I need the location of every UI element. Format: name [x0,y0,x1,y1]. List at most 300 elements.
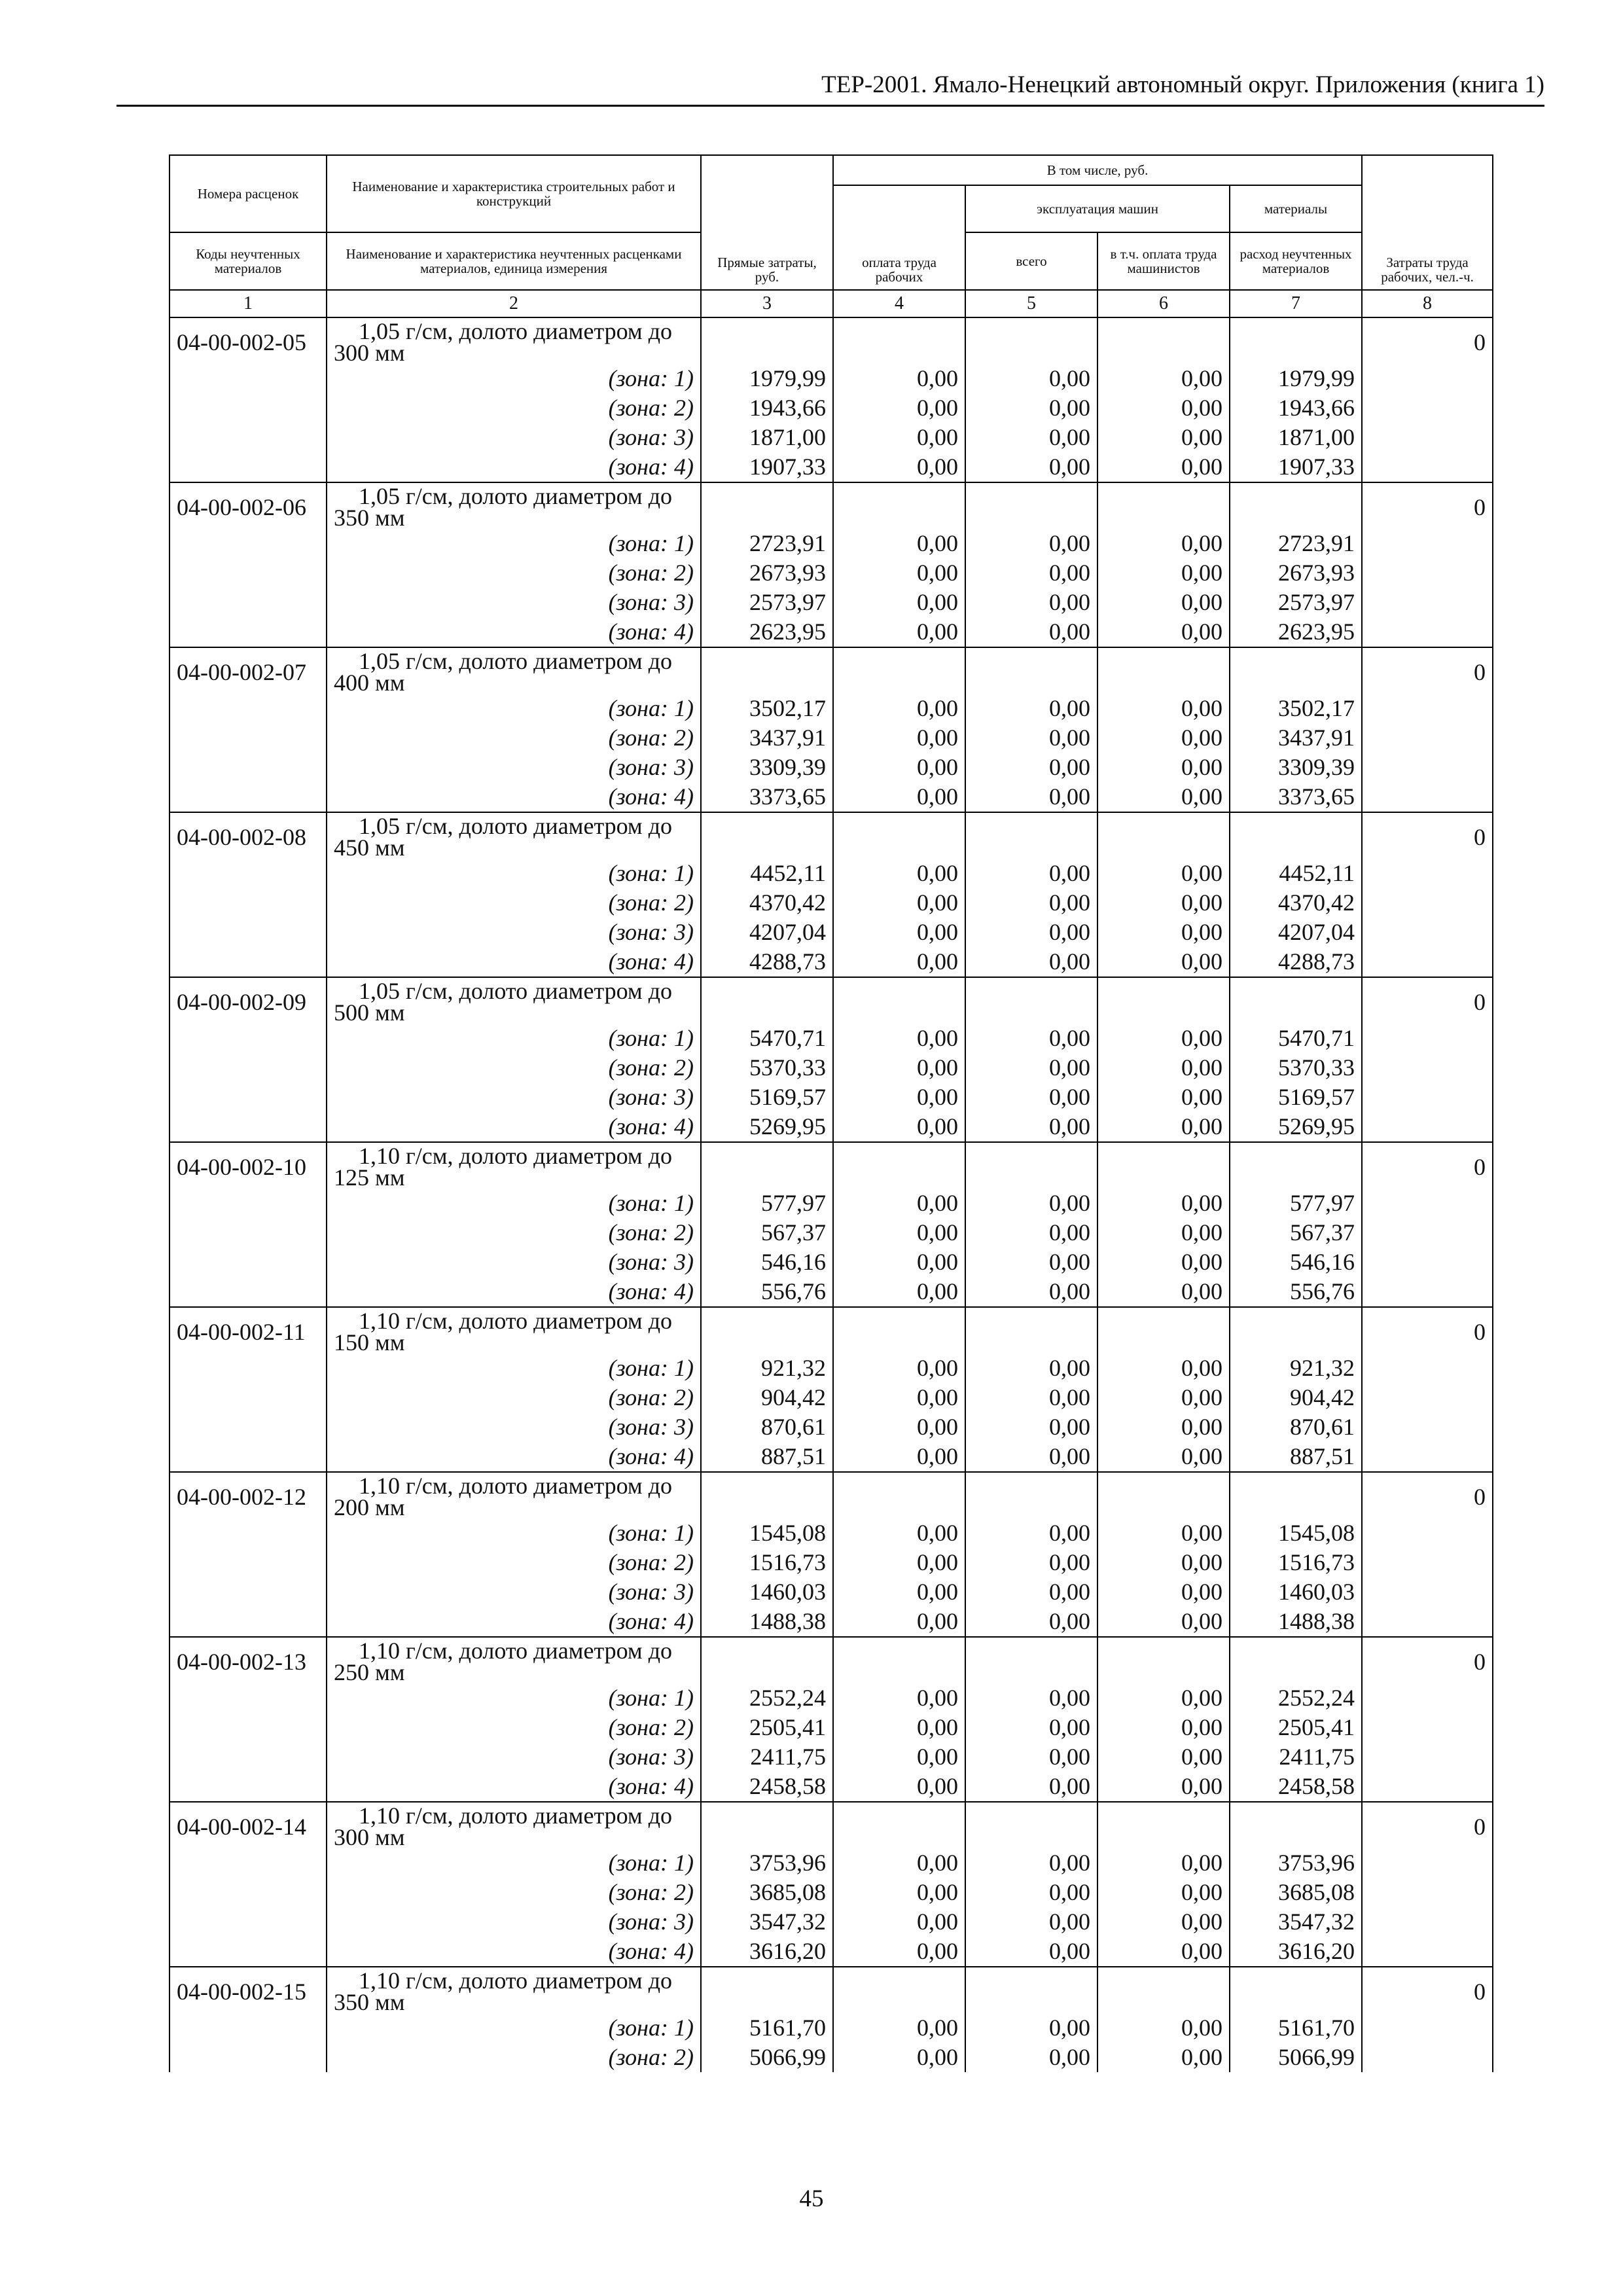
work-description [327,812,701,859]
zone-label: (зона: 2) [327,888,701,918]
materials-value: 1488,38 [1230,1607,1362,1637]
worker-pay-value: 0,00 [833,423,965,452]
machinist-pay-value: 0,00 [1097,1713,1230,1742]
materials-value: 1516,73 [1230,1548,1362,1577]
labor-costs-value: 0 [1362,1142,1493,1189]
table-row [169,393,1493,423]
work-description [327,977,701,1024]
direct-costs-value: 3373,65 [701,782,833,812]
column-number: 5 [965,290,1097,317]
table-row [169,1518,1493,1548]
column-number: 4 [833,290,965,317]
machinist-pay-value: 0,00 [1097,529,1230,558]
machines-total-value: 0,00 [965,423,1097,452]
machinist-pay-value: 0,00 [1097,1277,1230,1307]
direct-costs-value: 3437,91 [701,723,833,753]
table-row [169,859,1493,888]
table-row [169,1472,1493,1518]
table-row [169,1802,1493,1848]
worker-pay-value: 0,00 [833,1848,965,1878]
machinist-pay-value: 0,00 [1097,753,1230,782]
table-row [169,1967,1493,2013]
header-machine-operation: эксплуатация машин [965,185,1230,232]
direct-costs-value: 5269,95 [701,1112,833,1142]
worker-pay-value: 0,00 [833,529,965,558]
worker-pay-value: 0,00 [833,1713,965,1742]
machines-total-value: 0,00 [965,1412,1097,1442]
worker-pay-value: 0,00 [833,588,965,617]
table-row [169,1742,1493,1772]
machines-total-value: 0,00 [965,1442,1097,1472]
machines-total-value: 0,00 [965,694,1097,723]
page-number: 45 [799,2185,824,2212]
worker-pay-value: 0,00 [833,2013,965,2043]
worker-pay-value: 0,00 [833,918,965,947]
direct-costs-value: 5066,99 [701,2043,833,2072]
zone-label: (зона: 4) [327,1607,701,1637]
table-header [169,155,1493,317]
zone-label: (зона: 3) [327,1247,701,1277]
direct-costs-value: 921,32 [701,1354,833,1383]
table-row [169,1548,1493,1577]
machinist-pay-value: 0,00 [1097,1383,1230,1412]
direct-costs-value: 556,76 [701,1277,833,1307]
zone-label: (зона: 4) [327,1772,701,1802]
machines-total-value: 0,00 [965,2043,1097,2072]
machines-total-value: 0,00 [965,1937,1097,1967]
zone-label: (зона: 2) [327,1548,701,1577]
work-description-line: 1,05 г/см, долото диаметром до [359,813,673,839]
table-row [169,588,1493,617]
materials-value: 2573,97 [1230,588,1362,617]
machinist-pay-value: 0,00 [1097,1742,1230,1772]
worker-pay-value: 0,00 [833,1548,965,1577]
zone-label: (зона: 2) [327,1218,701,1247]
machines-total-value: 0,00 [965,1247,1097,1277]
table-row [169,617,1493,647]
machinist-pay-value: 0,00 [1097,423,1230,452]
zone-label: (зона: 2) [327,723,701,753]
table-row [169,2043,1493,2072]
materials-value: 3616,20 [1230,1937,1362,1967]
header-divider [116,105,1544,107]
table-row [169,1848,1493,1878]
worker-pay-value: 0,00 [833,947,965,977]
work-description [327,647,701,694]
table-row [169,977,1493,1024]
zone-label: (зона: 1) [327,2013,701,2043]
machinist-pay-value: 0,00 [1097,1354,1230,1383]
work-description-line: 1,10 г/см, долото диаметром до [359,1967,673,1994]
work-description [327,1307,701,1354]
direct-costs-value: 5470,71 [701,1024,833,1053]
machinist-pay-value: 0,00 [1097,1577,1230,1607]
zone-label: (зона: 3) [327,1412,701,1442]
machines-total-value: 0,00 [965,753,1097,782]
work-description-line: 250 мм [334,1659,405,1685]
machines-total-value: 0,00 [965,1277,1097,1307]
machines-total-value: 0,00 [965,1083,1097,1112]
worker-pay-value: 0,00 [833,1218,965,1247]
direct-costs-value: 4288,73 [701,947,833,977]
materials-value: 3547,32 [1230,1907,1362,1937]
table-row [169,1683,1493,1713]
machinist-pay-value: 0,00 [1097,364,1230,393]
work-description-line: 450 мм [334,834,405,861]
machines-total-value: 0,00 [965,1112,1097,1142]
machinist-pay-value: 0,00 [1097,2043,1230,2072]
machinist-pay-value: 0,00 [1097,1218,1230,1247]
table-row [169,423,1493,452]
direct-costs-value: 2673,93 [701,558,833,588]
materials-value: 2411,75 [1230,1742,1362,1772]
worker-pay-value: 0,00 [833,617,965,647]
rate-code: 04-00-002-12 [169,1472,327,1518]
worker-pay-value: 0,00 [833,723,965,753]
table-row [169,1247,1493,1277]
direct-costs-value: 3616,20 [701,1937,833,1967]
table-row [169,647,1493,694]
worker-pay-value: 0,00 [833,1053,965,1083]
zone-label: (зона: 3) [327,1577,701,1607]
worker-pay-value: 0,00 [833,1024,965,1053]
rate-block [169,1637,1493,1802]
work-description-line: 1,05 г/см, долото диаметром до [359,318,673,344]
table-row [169,317,1493,364]
rate-code: 04-00-002-14 [169,1802,327,1848]
worker-pay-value: 0,00 [833,1683,965,1713]
materials-value: 577,97 [1230,1189,1362,1218]
rates-table [169,154,1493,2072]
worker-pay-value: 0,00 [833,1112,965,1142]
running-header: ТЕР-2001. Ямало-Ненецкий автономный округ. Приложения (книга 1) [821,71,1544,98]
machines-total-value: 0,00 [965,1848,1097,1878]
machinist-pay-value: 0,00 [1097,1607,1230,1637]
machines-total-value: 0,00 [965,723,1097,753]
table-row [169,1607,1493,1637]
table-row [169,364,1493,393]
machines-total-value: 0,00 [965,1518,1097,1548]
rate-code: 04-00-002-11 [169,1307,327,1354]
labor-costs-value: 0 [1362,1307,1493,1354]
materials-value: 556,76 [1230,1277,1362,1307]
zone-label: (зона: 3) [327,753,701,782]
zone-label: (зона: 3) [327,1742,701,1772]
direct-costs-value: 567,37 [701,1218,833,1247]
machines-total-value: 0,00 [965,1053,1097,1083]
worker-pay-value: 0,00 [833,452,965,482]
table-row [169,1637,1493,1683]
materials-value: 1460,03 [1230,1577,1362,1607]
rate-block [169,977,1493,1142]
table-row [169,1053,1493,1083]
table-row [169,1189,1493,1218]
table-row [169,1878,1493,1907]
materials-value: 5269,95 [1230,1112,1362,1142]
machinist-pay-value: 0,00 [1097,859,1230,888]
machinist-pay-value: 0,00 [1097,1442,1230,1472]
machinist-pay-value: 0,00 [1097,1548,1230,1577]
machines-total-value: 0,00 [965,888,1097,918]
materials-value: 2673,93 [1230,558,1362,588]
header-labor-costs: Затраты труда рабочих, чел.-ч. [1362,155,1493,290]
direct-costs-value: 1943,66 [701,393,833,423]
rate-block [169,1802,1493,1967]
table-row [169,482,1493,529]
table-row [169,558,1493,588]
table-row [169,1577,1493,1607]
rate-code: 04-00-002-13 [169,1637,327,1683]
table-row [169,1083,1493,1112]
zone-label: (зона: 4) [327,1112,701,1142]
worker-pay-value: 0,00 [833,1354,965,1383]
worker-pay-value: 0,00 [833,1518,965,1548]
direct-costs-value: 4452,11 [701,859,833,888]
column-number: 7 [1230,290,1362,317]
direct-costs-value: 904,42 [701,1383,833,1412]
rate-code: 04-00-002-10 [169,1142,327,1189]
zone-label: (зона: 1) [327,364,701,393]
machines-total-value: 0,00 [965,1577,1097,1607]
direct-costs-value: 577,97 [701,1189,833,1218]
materials-value: 1871,00 [1230,423,1362,452]
table-row [169,1112,1493,1142]
table-row [169,888,1493,918]
machines-total-value: 0,00 [965,1024,1097,1053]
table-row [169,1937,1493,1967]
labor-costs-value: 0 [1362,1967,1493,2013]
machines-total-value: 0,00 [965,364,1097,393]
worker-pay-value: 0,00 [833,1577,965,1607]
direct-costs-value: 2505,41 [701,1713,833,1742]
worker-pay-value: 0,00 [833,1742,965,1772]
direct-costs-value: 2552,24 [701,1683,833,1713]
table-row [169,1277,1493,1307]
column-number: 3 [701,290,833,317]
materials-value: 904,42 [1230,1383,1362,1412]
machines-total-value: 0,00 [965,1683,1097,1713]
work-description-line: 500 мм [334,999,405,1026]
machines-total-value: 0,00 [965,918,1097,947]
header-machines-total: всего [965,232,1097,290]
materials-value: 3685,08 [1230,1878,1362,1907]
work-description-line: 200 мм [334,1494,405,1520]
machines-total-value: 0,00 [965,782,1097,812]
materials-value: 870,61 [1230,1412,1362,1442]
header-materials: материалы [1230,185,1362,232]
work-description-line: 1,05 г/см, долото диаметром до [359,648,673,674]
machinist-pay-value: 0,00 [1097,1772,1230,1802]
materials-value: 1545,08 [1230,1518,1362,1548]
machinist-pay-value: 0,00 [1097,1878,1230,1907]
materials-value: 3309,39 [1230,753,1362,782]
materials-value: 3753,96 [1230,1848,1362,1878]
machinist-pay-value: 0,00 [1097,888,1230,918]
work-description-line: 300 мм [334,340,405,366]
zone-label: (зона: 2) [327,1383,701,1412]
materials-value: 567,37 [1230,1218,1362,1247]
materials-value: 1943,66 [1230,393,1362,423]
materials-value: 4452,11 [1230,859,1362,888]
table-row [169,1907,1493,1937]
machinist-pay-value: 0,00 [1097,1189,1230,1218]
zone-label: (зона: 2) [327,2043,701,2072]
work-description [327,1142,701,1189]
rate-block [169,317,1493,482]
zone-label: (зона: 1) [327,529,701,558]
worker-pay-value: 0,00 [833,1247,965,1277]
table-row [169,1307,1493,1354]
direct-costs-value: 1979,99 [701,364,833,393]
machines-total-value: 0,00 [965,1772,1097,1802]
machinist-pay-value: 0,00 [1097,617,1230,647]
machinist-pay-value: 0,00 [1097,1083,1230,1112]
column-number: 8 [1362,290,1493,317]
machinist-pay-value: 0,00 [1097,393,1230,423]
worker-pay-value: 0,00 [833,1937,965,1967]
direct-costs-value: 1488,38 [701,1607,833,1637]
direct-costs-value: 5370,33 [701,1053,833,1083]
rate-block [169,1142,1493,1307]
table-row [169,1024,1493,1053]
direct-costs-value: 3502,17 [701,694,833,723]
machines-total-value: 0,00 [965,393,1097,423]
table-row [169,694,1493,723]
direct-costs-value: 1460,03 [701,1577,833,1607]
zone-label: (зона: 2) [327,393,701,423]
worker-pay-value: 0,00 [833,364,965,393]
worker-pay-value: 0,00 [833,1772,965,1802]
rate-block [169,812,1493,977]
labor-costs-value: 0 [1362,1802,1493,1848]
machines-total-value: 0,00 [965,1878,1097,1907]
materials-value: 887,51 [1230,1442,1362,1472]
rate-code: 04-00-002-08 [169,812,327,859]
table-row [169,812,1493,859]
direct-costs-value: 2411,75 [701,1742,833,1772]
rate-block [169,1472,1493,1637]
work-description [327,1637,701,1683]
machinist-pay-value: 0,00 [1097,723,1230,753]
direct-costs-value: 546,16 [701,1247,833,1277]
worker-pay-value: 0,00 [833,1083,965,1112]
materials-value: 3437,91 [1230,723,1362,753]
labor-costs-value: 0 [1362,812,1493,859]
materials-value: 5370,33 [1230,1053,1362,1083]
direct-costs-value: 4207,04 [701,918,833,947]
machines-total-value: 0,00 [965,1189,1097,1218]
worker-pay-value: 0,00 [833,694,965,723]
machines-total-value: 0,00 [965,1354,1097,1383]
direct-costs-value: 2723,91 [701,529,833,558]
work-description [327,1802,701,1848]
machines-total-value: 0,00 [965,1383,1097,1412]
machines-total-value: 0,00 [965,1713,1097,1742]
header-direct-costs: Прямые затраты, руб. [701,155,833,290]
materials-value: 4370,42 [1230,888,1362,918]
labor-costs-value: 0 [1362,977,1493,1024]
rate-block [169,1967,1493,2072]
machinist-pay-value: 0,00 [1097,1937,1230,1967]
rate-block [169,1307,1493,1472]
machinist-pay-value: 0,00 [1097,1247,1230,1277]
header-machinist-pay: в т.ч. оплата труда машинистов [1097,232,1230,290]
materials-value: 921,32 [1230,1354,1362,1383]
column-number: 2 [327,290,701,317]
machinist-pay-value: 0,00 [1097,694,1230,723]
work-description-line: 1,10 г/см, долото диаметром до [359,1308,673,1334]
direct-costs-value: 1516,73 [701,1548,833,1577]
machines-total-value: 0,00 [965,529,1097,558]
rate-block [169,482,1493,647]
machinist-pay-value: 0,00 [1097,1683,1230,1713]
zone-label: (зона: 4) [327,1442,701,1472]
machinist-pay-value: 0,00 [1097,782,1230,812]
machinist-pay-value: 0,00 [1097,918,1230,947]
machines-total-value: 0,00 [965,617,1097,647]
materials-value: 4207,04 [1230,918,1362,947]
materials-value: 2458,58 [1230,1772,1362,1802]
machines-total-value: 0,00 [965,452,1097,482]
rate-block [169,647,1493,812]
zone-label: (зона: 4) [327,1937,701,1967]
machinist-pay-value: 0,00 [1097,947,1230,977]
zone-label: (зона: 3) [327,423,701,452]
table-row [169,1412,1493,1442]
zone-label: (зона: 3) [327,588,701,617]
direct-costs-value: 4370,42 [701,888,833,918]
materials-value: 5169,57 [1230,1083,1362,1112]
direct-costs-value: 887,51 [701,1442,833,1472]
table-row [169,1354,1493,1383]
zone-label: (зона: 1) [327,1189,701,1218]
work-description-line: 1,05 г/см, долото диаметром до [359,978,673,1004]
labor-costs-value: 0 [1362,1637,1493,1683]
labor-costs-value: 0 [1362,1472,1493,1518]
materials-value: 3373,65 [1230,782,1362,812]
materials-value: 5470,71 [1230,1024,1362,1053]
zone-label: (зона: 2) [327,1053,701,1083]
table-row [169,529,1493,558]
labor-costs-value: 0 [1362,482,1493,529]
table-row [169,1218,1493,1247]
machinist-pay-value: 0,00 [1097,558,1230,588]
zone-label: (зона: 4) [327,947,701,977]
materials-value: 2723,91 [1230,529,1362,558]
work-description [327,482,701,529]
zone-label: (зона: 4) [327,452,701,482]
zone-label: (зона: 1) [327,1354,701,1383]
zone-label: (зона: 1) [327,1848,701,1878]
machines-total-value: 0,00 [965,1742,1097,1772]
machinist-pay-value: 0,00 [1097,1412,1230,1442]
zone-label: (зона: 3) [327,918,701,947]
zone-label: (зона: 1) [327,859,701,888]
rate-code: 04-00-002-06 [169,482,327,529]
worker-pay-value: 0,00 [833,859,965,888]
machinist-pay-value: 0,00 [1097,1112,1230,1142]
header-material-names: Наименование и характеристика неучтенных расценками материалов, единица измерения [327,232,701,290]
zone-label: (зона: 4) [327,1277,701,1307]
materials-value: 1979,99 [1230,364,1362,393]
rate-code: 04-00-002-05 [169,317,327,364]
worker-pay-value: 0,00 [833,888,965,918]
materials-value: 2505,41 [1230,1713,1362,1742]
machines-total-value: 0,00 [965,1607,1097,1637]
materials-value: 546,16 [1230,1247,1362,1277]
direct-costs-value: 3685,08 [701,1878,833,1907]
table-row [169,1142,1493,1189]
